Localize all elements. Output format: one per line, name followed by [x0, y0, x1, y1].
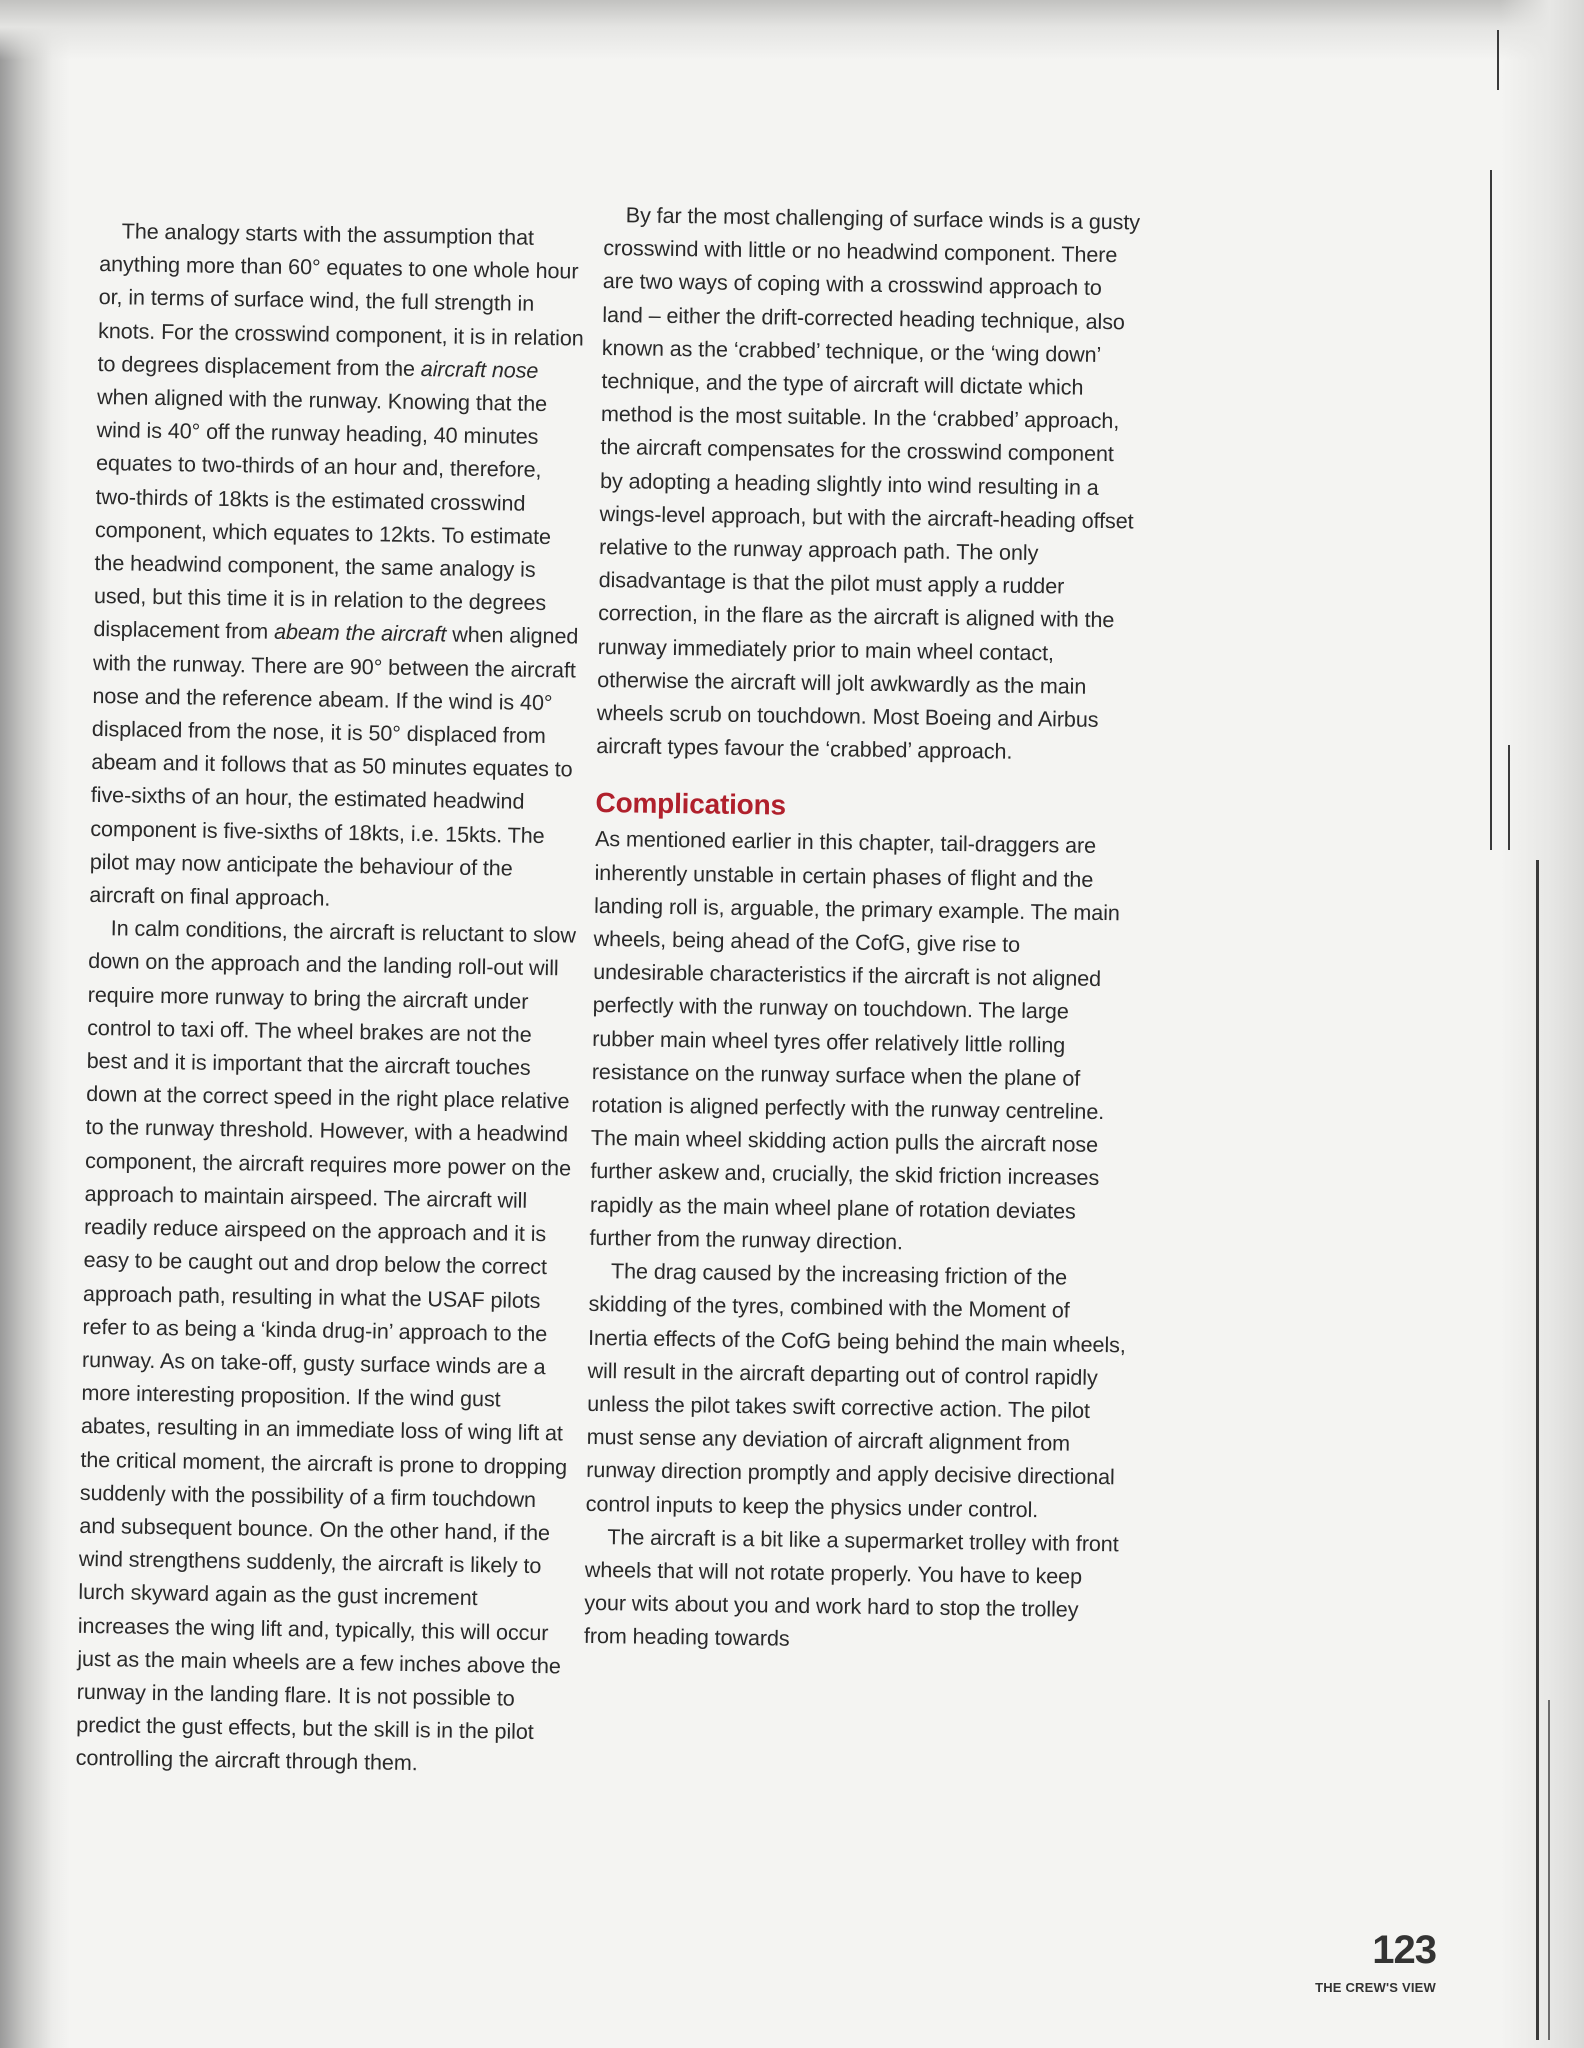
body-paragraph: By far the most challenging of surface winds is a gusty crosswind with little or no headwind component. There are two ways of coping with a crosswind approach to land – either the drift-corrected heading technique, also known as the ‘crabbed’ technique, or the ‘wing down’ technique, and the type of aircraft will dictate which method is the most suitable. In the ‘crabbed’ approach, the aircraft compensates for the crosswind component by adopting a heading slightly into wind resulting in a wings-level approach, but with the aircraft-heading offset relative to the runway approach path. The only disadvantage is that the pilot must apply a rudder correction, in the flare as the aircraft is aligned with the runway immediately prior to main wheel contact, otherwise the aircraft will jolt awkwardly as the main wheels scrub on touchdown. Most Boeing and Airbus aircraft types favour the ‘crabbed’ approach. — [596, 202, 1141, 765]
page-edge-line — [1508, 745, 1510, 850]
page-gutter-shadow — [0, 0, 70, 2048]
body-paragraph: The drag caused by the increasing friction of the skidding of the tyres, combined with the Moment of Inertia effects of the CofG being behind the main wheels, will result in the aircraft departing out of control rapidly unless the pilot takes swift corrective action. The pilot must sense any deviation of aircraft alignment from runway direction promptly and apply decisive directional control inputs to keep the physics under control. — [585, 1258, 1126, 1522]
right-column — [584, 198, 1144, 1660]
page-edge-line — [1536, 860, 1539, 2040]
section-heading: Complications — [595, 787, 787, 822]
emphasis-abeam-the-aircraft: abeam the aircraft — [273, 619, 447, 647]
page-number: 123 — [1372, 1928, 1436, 1972]
emphasis-aircraft-nose: aircraft nose — [420, 355, 539, 383]
page-right-edge — [1500, 0, 1584, 2048]
page-top-shadow — [0, 0, 1584, 60]
left-column — [75, 214, 589, 1782]
page-edge-line — [1490, 170, 1492, 850]
page-edge-line — [1497, 30, 1499, 90]
running-footer: THE CREW'S VIEW — [1315, 1980, 1436, 1995]
body-paragraph: The aircraft is a bit like a supermarket trolley with front wheels that will not rotate properly. You have to keep your wits about you and work hard to stop the trolley from heading towards — [583, 1523, 1119, 1652]
body-paragraph: As mentioned earlier in this chapter, tail-draggers are inherently unstable in certain phases of flight and the landing roll is, arguable, the primary example. The main wheels, being ahead of the CofG, give rise to undesirable characteristics if the aircraft is not aligned perfectly with the runway on touchdown. The large rubber main wheel tyres offer relatively little rolling resistance on the runway surface when the plane of rotation is aligned perfectly with the runway centreline. The main wheel skidding action pulls the aircraft nose further askew and, crucially, the skid friction increases rapidly as the main wheel plane of rotation deviates further from the runway direction. — [589, 826, 1120, 1255]
body-paragraph: In calm conditions, the aircraft is reluctant to slow down on the approach and the landing roll-out will require more runway to bring the aircraft under control to taxi off. The wheel brakes are not the best and it is important that the aircraft touches down at the correct speed in the right place relative to the runway threshold. However, with a headwind component, the aircraft requires more power on the approach to maintain airspeed. The aircraft will readily reduce airspeed on the approach and it is easy to be caught out and drop below the correct approach path, resulting in what the USAF pilots refer to as being a ‘kinda drug-in’ approach to the runway. As on take-off, gusty surface winds are a more interesting proposition. If the wind gust abates, resulting in an immediate loss of wing lift at the critical moment, the aircraft is prone to dropping suddenly with the possibility of a firm touchdown and subsequent bounce. On the other hand, if the wind strengthens suddenly, the aircraft is likely to lurch skyward again as the gust increment increases the wing lift and, typically, this will occur just as the main wheels are a few inches above the runway in the landing flare. It is not possible to predict the gust effects, but the skill is in the pilot controlling the aircraft through them. — [75, 915, 577, 1776]
page-edge-line — [1548, 1700, 1550, 2040]
body-paragraph: The analogy starts with the assumption that anything more than 60° equates to one whole hour or, in terms of surface wind, the full strength in knots. For the crosswind component, it is in relation to degrees displacement from the aircraft nose when aligned with the runway. Knowing that the wind is 40° off the runway heading, 40 minutes equates to two-thirds of an hour and, therefore, two-thirds of 18kts is the estimated crosswind component, which equates to 12kts. To estimate the headwind component, the same analogy is used, but this time it is in relation to the degrees displacement from abeam the aircraft when aligned with the runway. There are 90° between the aircraft nose and the reference abeam. If the wind is 40° displaced from the nose, it is 50° displaced from abeam and it follows that as 50 minutes equates to five-sixths of an hour, the estimated headwind component is five-sixths of 18kts, i.e. 15kts. The pilot may now anticipate the behaviour of the aircraft on final approach. — [89, 218, 584, 911]
